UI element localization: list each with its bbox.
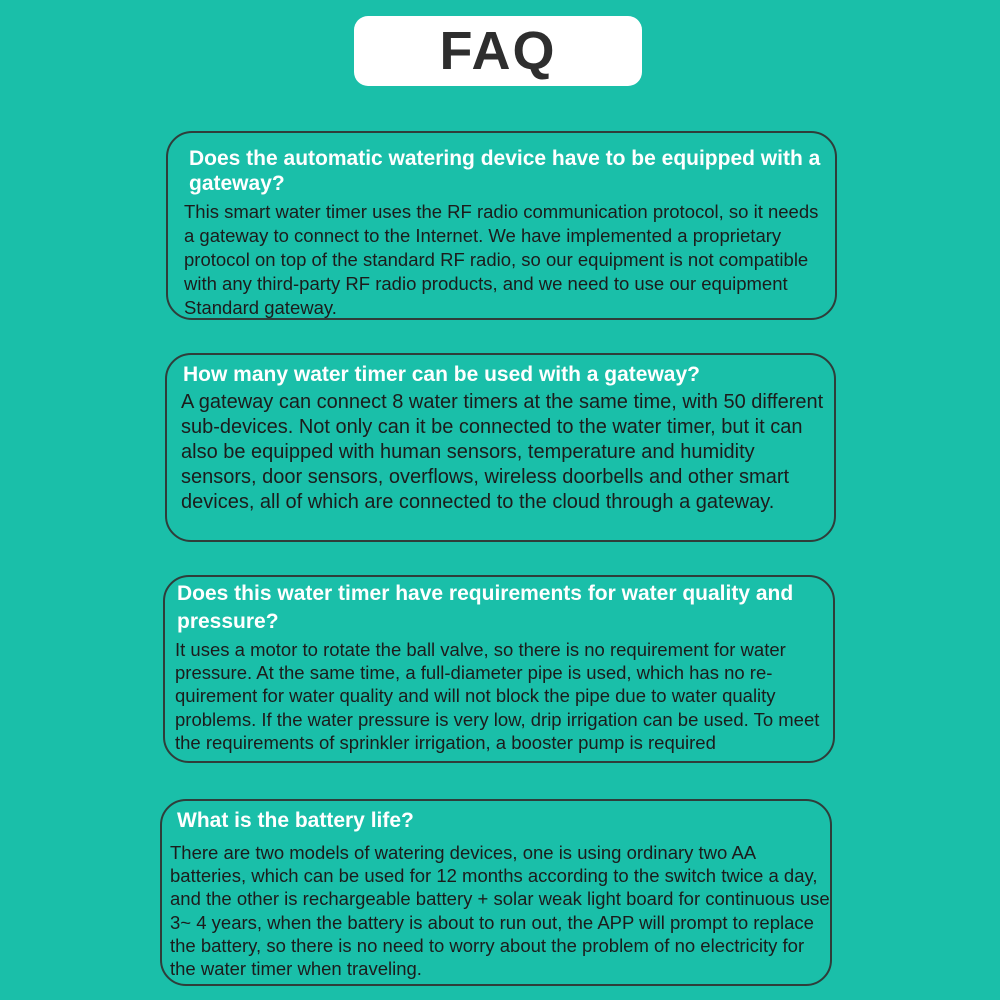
faq-answer: This smart water timer uses the RF radio communication protocol, so it needs a gateway to connect to the Internet. We have implemented a proprietary protocol on top of the standard RF radio, so our equipment is not compatible with any third-party RF radio products, and we need to use our equipment Standard gateway. (184, 201, 819, 318)
page-title: FAQ (439, 21, 557, 81)
faq-card-water-quality-pressure (163, 575, 835, 763)
title-banner (354, 16, 642, 86)
faq-answer: There are two models of watering devices, one is using ordinary two AA batteries, which can be used for 12 months according to the switch twice a day, and the other is rechargeable battery + solar weak light board for continuous use 3~ 4 years, when the battery is about to run out, the APP will prompt to replace the battery, so there is no need to worry about the problem of no electricity for the water timer when traveling. (170, 842, 830, 980)
faq-question: How many water timer can be used with a gateway? (183, 363, 700, 386)
faq-card-battery-life (160, 799, 832, 986)
faq-card-timers-per-gateway (165, 353, 836, 542)
faq-answer: A gateway can connect 8 water timers at the same time, with 50 different sub-devices. Not only can it be connected to the water timer, but it can also be equipped with human sensors, temperature and humidity sensors, door sensors, overflows, wireless doorbells and other smart devices, all of which are connected to the cloud through a gateway. (181, 391, 824, 513)
faq-question: What is the battery life? (177, 809, 414, 832)
faq-question: Does this water timer have requirements for water quality and pressure? (177, 582, 794, 633)
faq-answer: It uses a motor to rotate the ball valve, so there is no requirement for water pressure. At the same time, a full-diameter pipe is used, which has no requirement for water quality and will not block the pipe due to water quality problems. If the water pressure is very low, drip irrigation can be used. To meet the requirements of sprinkler irrigation, a booster pump is required (175, 639, 820, 753)
faq-card-gateway-required (166, 131, 837, 320)
faq-question: Does the automatic watering device have to be equipped with a gateway? (189, 147, 821, 195)
